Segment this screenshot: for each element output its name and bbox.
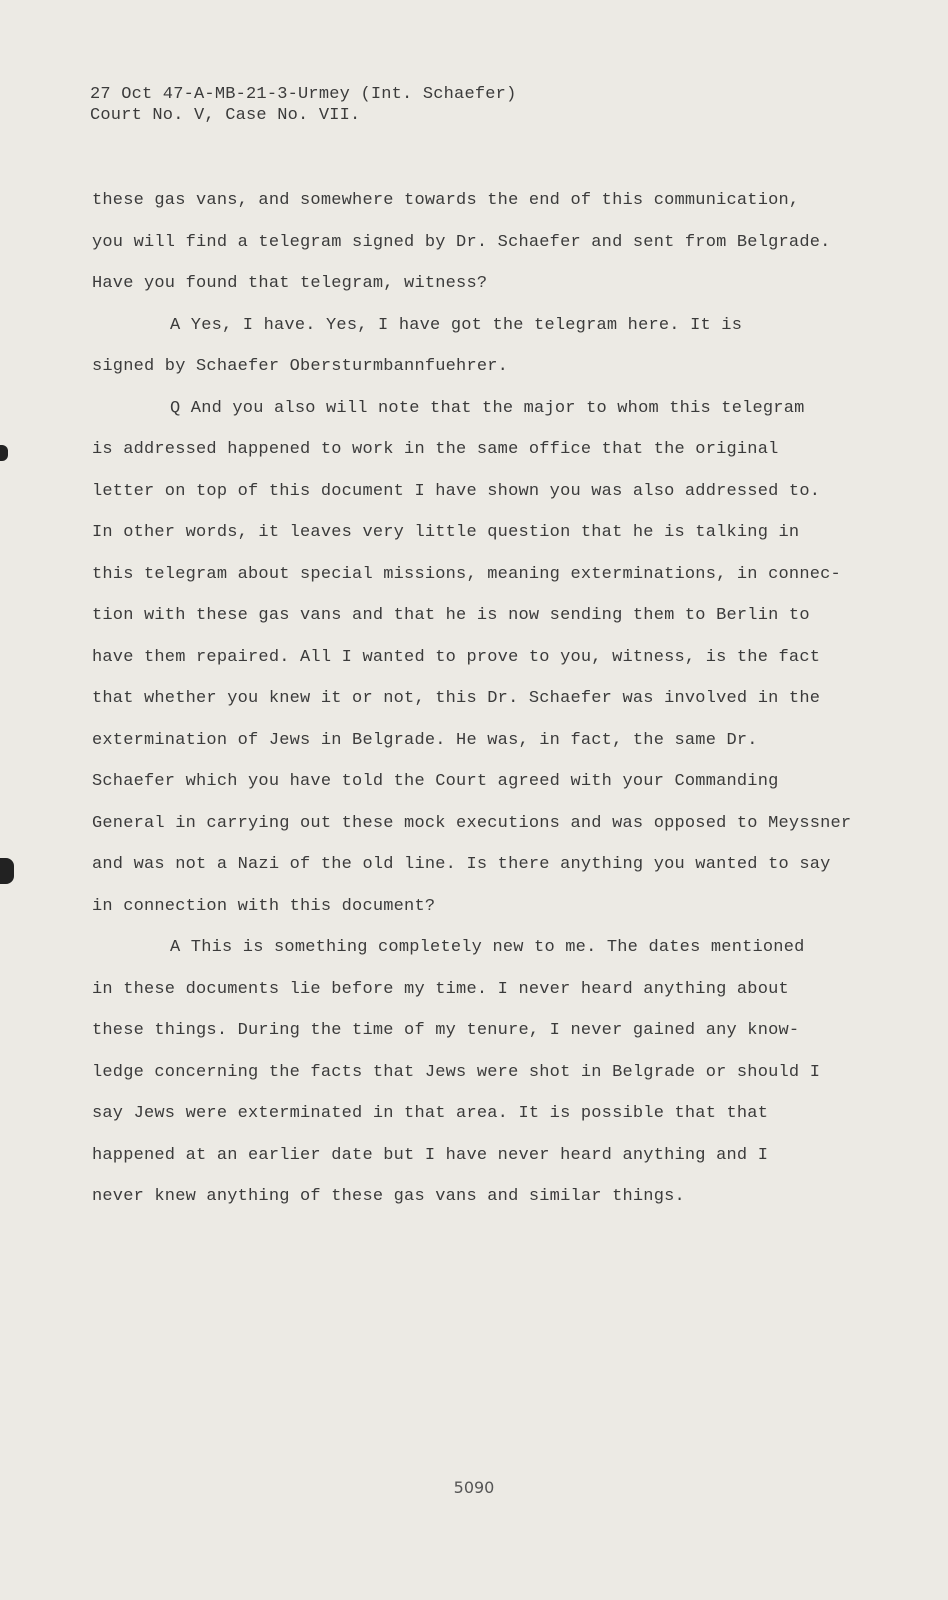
transcript-line: Q And you also will note that the major to whom this telegram (170, 398, 805, 418)
transcript-line: A This is something completely new to me. The dates mentioned (170, 938, 805, 957)
transcript-line: in connection with this document? (92, 896, 436, 916)
transcript-line: A Yes, I have. Yes, I have got the telegram here. It is (170, 315, 743, 335)
transcript-line: never knew anything of these gas vans and similar things. (92, 1187, 685, 1206)
transcript-line: In other words, it leaves very little question that he is talking in (92, 523, 800, 542)
document-header (90, 84, 516, 126)
transcript-line: tion with these gas vans and that he is now sending them to Berlin to (92, 606, 810, 625)
transcript-line: is addressed happened to work in the same office that the original (92, 440, 779, 459)
transcript-body (92, 180, 852, 1218)
transcript-line: Schaefer which you have told the Court agreed with your Commanding (92, 772, 779, 791)
transcript-line: you will find a telegram signed by Dr. Schaefer and sent from Belgrade. (92, 232, 831, 252)
header-line-2: Court No. V, Case No. VII. (90, 106, 361, 125)
binder-tab-mark (0, 445, 8, 461)
transcript-line: have them repaired. All I wanted to prove to you, witness, is the fact (92, 647, 821, 667)
transcript-line: that whether you knew it or not, this Dr. Schaefer was involved in the (92, 689, 821, 708)
transcript-line: and was not a Nazi of the old line. Is there anything you wanted to say (92, 855, 831, 874)
transcript-line: General in carrying out these mock executions and was opposed to Meyssner (92, 813, 852, 833)
transcript-line: these things. During the time of my tenure, I never gained any know- (92, 1021, 800, 1040)
header-line-1: 27 Oct 47-A-MB-21-3-Urmey (Int. Schaefer) (90, 85, 517, 104)
transcript-line: extermination of Jews in Belgrade. He was, in fact, the same Dr. (92, 730, 758, 750)
transcript-line: Have you found that telegram, witness? (92, 274, 488, 293)
transcript-line: this telegram about special missions, meaning exterminations, in connec- (92, 564, 841, 584)
transcript-line: say Jews were exterminated in that area. It is possible that that (92, 1104, 769, 1123)
transcript-line: ledge concerning the facts that Jews were shot in Belgrade or should I (92, 1062, 821, 1082)
transcript-line: these gas vans, and somewhere towards the end of this communication, (92, 191, 800, 210)
transcript-line: letter on top of this document I have shown you was also addressed to. (92, 481, 821, 501)
transcript-line: in these documents lie before my time. I never heard anything about (92, 979, 789, 999)
binder-tab-mark (0, 858, 14, 884)
transcript-line: happened at an earlier date but I have never heard anything and I (92, 1145, 769, 1165)
page-number: 5090 (453, 1478, 495, 1497)
transcript-line: signed by Schaefer Obersturmbannfuehrer. (92, 357, 509, 376)
